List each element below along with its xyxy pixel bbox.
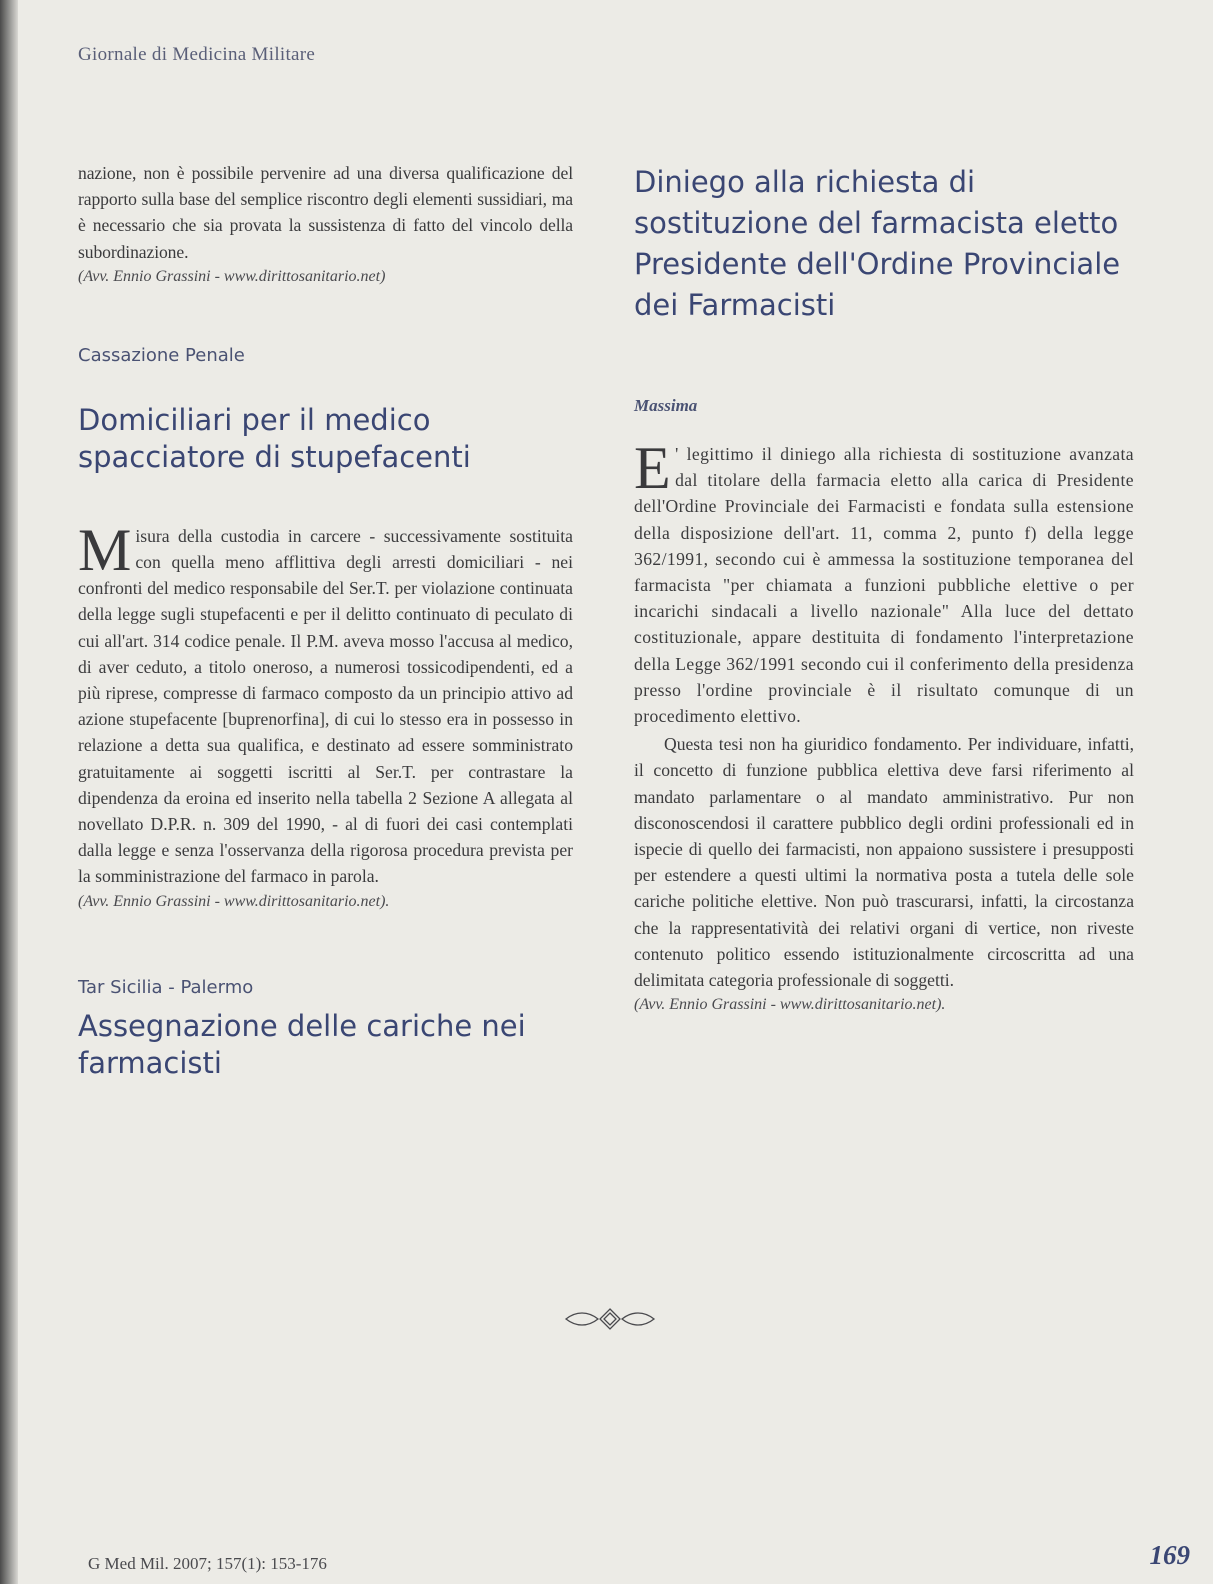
article-citation-diniego: (Avv. Ennio Grassini - www.dirittosanitario.net). bbox=[634, 996, 946, 1014]
footer-citation: G Med Mil. 2007; 157(1): 153-176 bbox=[88, 1554, 327, 1573]
article-body-text: isura della custodia in carcere - successivamente sostituita con quella meno afflittiva degli arresti domiciliari - nei confronti del medico responsabile del Ser.T. per violazione continuata della legge sugli stupefacenti e per il delitto continuato di peculato di cui all'art. 314 codice penale. Il P.M. aveva mosso l'accusa al medico, di aver ceduto, a titolo oneroso, a numerosi tossicodipendenti, ed a più riprese, compresse di farmaco composto da un principio attivo ad azione stupefacente [buprenorfina], di cui lo stesso era in possesso in relazione a detta sua qualifica, e destinato ad essere somministrato gratuitamente ai soggetti iscritti al Ser.T. per contrastare la dipendenza da eroina ed inserito nella tabella 2 Sezione A allegata al novellato D.P.R. n. 309 del 1990, - al di fuori dei casi contemplati dalla legge e senza l'osservanza della rigorosa procedura prevista per la somministrazione del farmaco in parola. bbox=[78, 525, 573, 887]
section-label-tar: Tar Sicilia - Palermo bbox=[78, 976, 254, 998]
massima-label: Massima bbox=[634, 396, 698, 415]
continuation-text: nazione, non è possibile pervenire ad una diversa qualificazione del rapporto sulla base del semplice riscontro degli elementi sussidiari, ma è necessario che sia provata la sussistenza di fatto del vincolo della subordinazione. bbox=[78, 163, 573, 262]
continuation-citation: (Avv. Ennio Grassini - www.dirittosanitario.net) bbox=[78, 267, 386, 285]
drop-cap: M bbox=[78, 516, 132, 583]
left-column bbox=[78, 160, 573, 1082]
divider-ornament-icon bbox=[562, 1307, 658, 1331]
massima-paragraph-text: ' legittimo il diniego alla richiesta di sostituzione avanzata dal titolare della farmacia eletto alla carica di Presidente dell'Ordine Provinciale dei Farmacisti e fondata sulla estensione della disposizione dell'art. 11, comma 2, punto f) della legge 362/1991, secondo cui è ammessa la sostituzione temporanea del farmacista "per chiamata a funzioni pubbliche elettive o per incarichi sindacali a livello nazionale" Alla luce del dettato costituzionale, appare destituita di fondamento l'interpretazione della Legge 362/1991 secondo cui il conferimento della presidenza presso l'ordine provinciale è il risultato comunque di un procedimento elettivo. bbox=[634, 444, 1134, 727]
article-title-assegnazione: Assegnazione delle cariche nei farmacisti bbox=[78, 1008, 526, 1080]
page-binding-edge bbox=[0, 0, 18, 1584]
running-head: Giornale di Medicina Militare bbox=[78, 44, 316, 65]
page-number: 169 bbox=[1149, 1540, 1190, 1570]
section-label-cassazione: Cassazione Penale bbox=[78, 344, 245, 366]
article-title-domiciliari: Domiciliari per il medico spacciatore di stupefacenti bbox=[78, 402, 471, 474]
right-column bbox=[634, 160, 1134, 1017]
article-citation-domiciliari: (Avv. Ennio Grassini - www.dirittosanitario.net). bbox=[78, 892, 390, 910]
drop-cap: E bbox=[634, 435, 672, 501]
massima-paragraph bbox=[634, 435, 1134, 729]
article-body-domiciliari bbox=[78, 516, 573, 890]
article-title-diniego: Diniego alla richiesta di sostituzione del farmacista eletto Presidente dell'Ordine Provinciale dei Farmacisti bbox=[634, 165, 1121, 322]
discussion-paragraph: Questa tesi non ha giuridico fondamento. Per individuare, infatti, il concetto di funzione pubblica elettiva deve farsi riferimento al mandato parlamentare o al mandato amministrativo. Pur non disconoscendosi il carattere pubblico degli ordini professionali ed in ispecie di quello dei farmacisti, non appaiono sussistere i presupposti per estendere a questi ultimi la normativa posta a tutela delle sole cariche politiche elettive. Non può trascurarsi, infatti, la circostanza che la rappresentatività dei relativi organi di vertice, non riveste contenuto politico essendo istituzionalmente circoscritta ad una delimitata categoria professionale di soggetti. bbox=[634, 734, 1134, 991]
